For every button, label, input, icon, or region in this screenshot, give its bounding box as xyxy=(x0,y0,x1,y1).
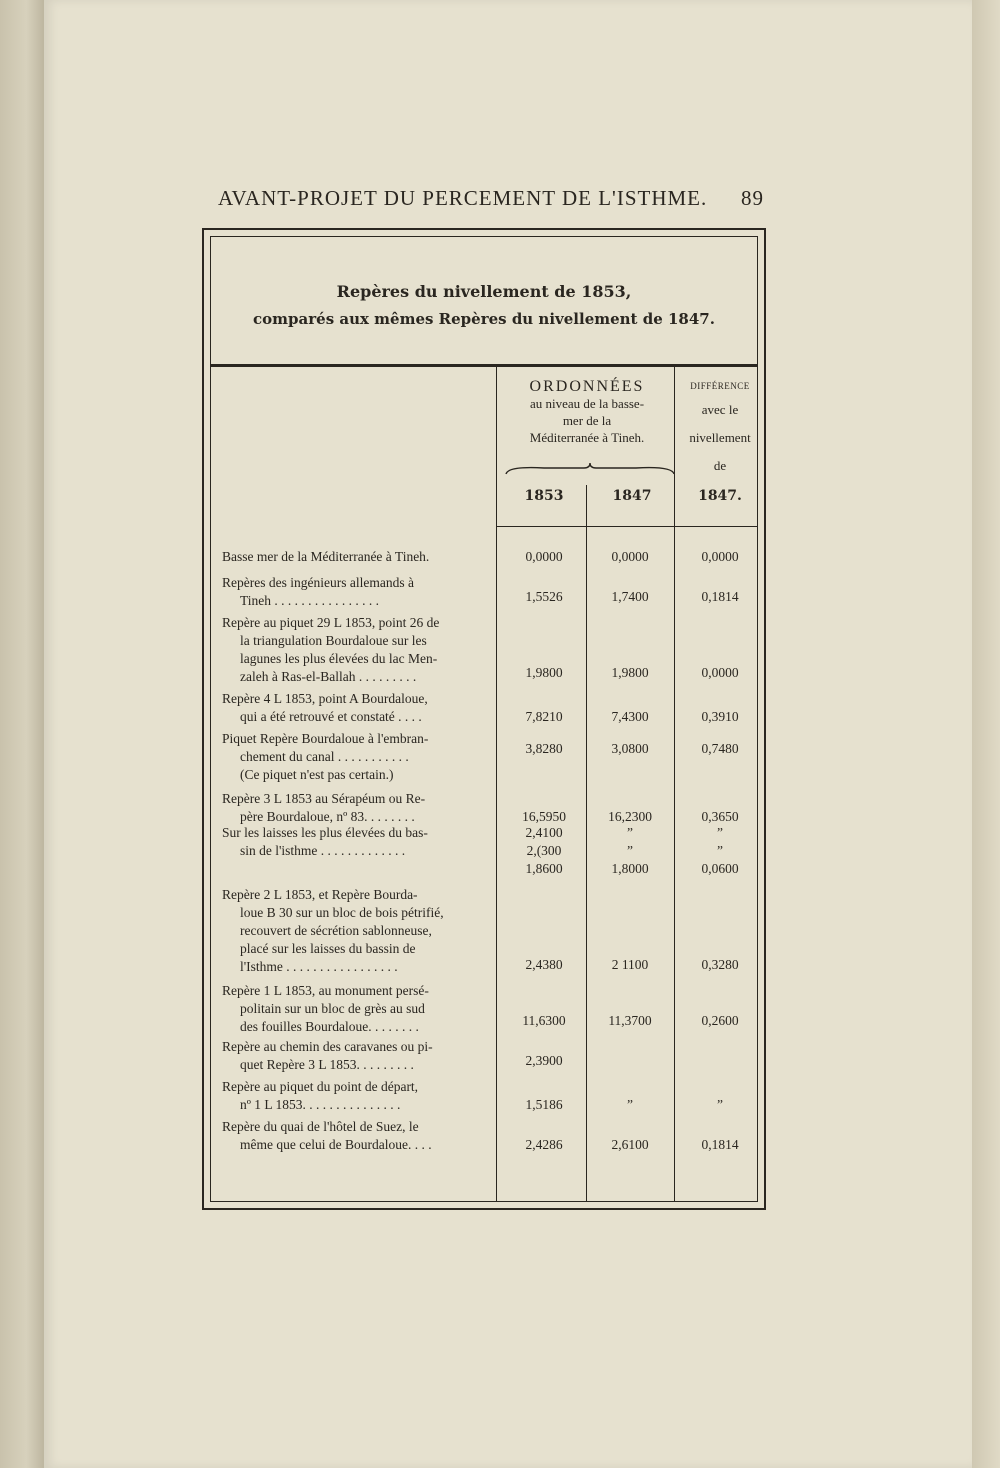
row-description-line: recouvert de sécrétion sablonneuse, xyxy=(240,923,432,938)
value-1853: 2,4286 xyxy=(525,1137,563,1152)
value-1847: 1,8000 xyxy=(611,861,649,876)
difference-heading: DIFFÉRENCE xyxy=(690,381,750,391)
value-difference: ” xyxy=(717,1097,723,1112)
row-description-line: lagunes les plus élevées du lac Men- xyxy=(240,651,438,666)
ordonnees-header xyxy=(500,378,674,446)
value-difference: ” xyxy=(717,825,723,840)
row-description-line: Repère au piquet du point de départ, xyxy=(222,1079,419,1094)
row-description-line: la triangulation Bourdaloue sur les xyxy=(240,633,427,648)
page-number: 89 xyxy=(741,186,764,210)
value-1847: 7,4300 xyxy=(611,709,649,724)
row-description-line: chement du canal . . . . . . . . . . . xyxy=(240,749,409,764)
row-description-line: loue B 30 sur un bloc de bois pétrifié, xyxy=(240,905,444,920)
value-difference: 0,3910 xyxy=(701,709,739,724)
row-description xyxy=(222,1038,504,1074)
value-difference: 0,3280 xyxy=(701,957,739,972)
row-description-line: Repère au chemin des caravanes ou pi- xyxy=(222,1039,433,1054)
difference-sub: de xyxy=(713,458,727,473)
difference-header xyxy=(678,376,762,480)
row-description-line: sin de l'isthme . . . . . . . . . . . . . xyxy=(240,843,406,858)
row-description xyxy=(222,730,504,784)
row-description-line: père Bourdaloue, nº 83. . . . . . . . xyxy=(240,809,415,824)
row-description-line: Repère du quai de l'hôtel de Suez, le xyxy=(222,1119,419,1134)
header-rule xyxy=(674,526,758,527)
value-1853: 1,9800 xyxy=(525,665,563,680)
row-description-line: Repères des ingénieurs allemands à xyxy=(222,575,414,590)
value-1853: 0,0000 xyxy=(525,549,563,564)
value-difference: 0,2600 xyxy=(701,1013,739,1028)
value-1853: 3,8280 xyxy=(525,741,563,756)
value-1847: 2,6100 xyxy=(611,1137,649,1152)
page-edge xyxy=(972,0,1000,1468)
brace xyxy=(504,462,676,476)
value-1853: 16,5950 xyxy=(522,809,566,824)
difference-sub: avec le xyxy=(701,402,739,417)
row-description-line: (Ce piquet n'est pas certain.) xyxy=(240,767,394,782)
value-difference: 0,1814 xyxy=(701,589,739,604)
row-description-line: Tineh . . . . . . . . . . . . . . . . xyxy=(240,593,380,608)
ordonnees-sub: au niveau de la basse- xyxy=(529,396,645,411)
header-rule xyxy=(496,526,674,527)
row-description-line: Repère 1 L 1853, au monument persé- xyxy=(222,983,429,998)
value-1847: 16,2300 xyxy=(608,809,652,824)
row-description-line: Sur les laisses les plus élevées du bas- xyxy=(222,825,428,840)
row-description xyxy=(222,548,504,566)
value-1853: 1,8600 xyxy=(525,861,563,876)
row-description xyxy=(222,982,504,1036)
row-description-line: Repère 2 L 1853, et Repère Bourda- xyxy=(222,887,418,902)
row-description-line: quet Repère 3 L 1853. . . . . . . . . xyxy=(240,1057,414,1072)
value-1847: 0,0000 xyxy=(611,549,649,564)
value-1847: 1,9800 xyxy=(611,665,649,680)
value-1853: 2,3900 xyxy=(525,1053,563,1068)
value-difference: 0,7480 xyxy=(701,741,739,756)
row-description xyxy=(222,690,504,726)
value-1847: ” xyxy=(627,843,633,858)
row-description xyxy=(222,614,504,686)
value-1847: 11,3700 xyxy=(608,1013,652,1028)
row-description-line: Repère 4 L 1853, point A Bourdaloue, xyxy=(222,691,428,706)
value-1853: 11,6300 xyxy=(522,1013,566,1028)
value-difference: 0,0000 xyxy=(701,665,739,680)
value-1847: ” xyxy=(627,825,633,840)
value-1853: 2,4100 xyxy=(525,825,563,840)
row-description-line: Repère au piquet 29 L 1853, point 26 de xyxy=(222,615,440,630)
col-diff-year: 1847. xyxy=(698,488,742,504)
value-1847: 3,0800 xyxy=(611,741,649,756)
value-difference: 0,3650 xyxy=(701,809,739,824)
ordonnees-sub: Méditerranée à Tineh. xyxy=(529,430,645,445)
row-description-line: des fouilles Bourdaloue. . . . . . . . xyxy=(240,1019,419,1034)
row-description-line: Basse mer de la Méditerranée à Tineh. xyxy=(222,549,430,564)
row-description-line: Piquet Repère Bourdaloue à l'embran- xyxy=(222,731,429,746)
value-1847: 2 1100 xyxy=(611,957,649,972)
row-description-line: même que celui de Bourdaloue. . . . xyxy=(240,1137,432,1152)
value-difference: ” xyxy=(717,843,723,858)
column-divider xyxy=(674,367,675,1202)
col-1847: 1847 xyxy=(612,488,652,504)
row-description-line: placé sur les laisses du bassin de xyxy=(240,941,416,956)
title-rule xyxy=(210,364,758,367)
row-description xyxy=(222,824,504,860)
row-description xyxy=(222,574,504,610)
row-description-line: Repère 3 L 1853 au Sérapéum ou Re- xyxy=(222,791,426,806)
row-description xyxy=(222,1078,504,1114)
value-1853: 7,8210 xyxy=(525,709,563,724)
running-header xyxy=(218,186,764,211)
value-1853: 1,5186 xyxy=(525,1097,563,1112)
row-description-line: l'Isthme . . . . . . . . . . . . . . . . . xyxy=(240,959,398,974)
col-1853: 1853 xyxy=(524,488,564,504)
value-1853: 2,4380 xyxy=(525,957,563,972)
ordonnees-sub: mer de la xyxy=(562,413,612,428)
column-divider xyxy=(586,485,587,1202)
row-description-line: nº 1 L 1853. . . . . . . . . . . . . . . xyxy=(240,1097,401,1112)
row-description-line: politain sur un bloc de grès au sud xyxy=(240,1001,425,1016)
row-description-line: qui a été retrouvé et constaté . . . . xyxy=(240,709,422,724)
table-subtitle: comparés aux mêmes Repères du nivellement de 1847. xyxy=(253,310,715,328)
value-1847: 1,7400 xyxy=(611,589,649,604)
row-description xyxy=(222,886,504,976)
value-difference: 0,0600 xyxy=(701,861,739,876)
row-description-line: zaleh à Ras-el-Ballah . . . . . . . . . xyxy=(240,669,417,684)
leveling-table xyxy=(202,228,766,1210)
row-description xyxy=(222,1118,504,1154)
column-divider xyxy=(496,367,497,1202)
value-difference: 0,1814 xyxy=(701,1137,739,1152)
row-description xyxy=(222,790,504,826)
value-1853: 1,5526 xyxy=(525,589,563,604)
book-spine xyxy=(0,0,44,1468)
ordonnees-heading: ORDONNÉES xyxy=(529,378,645,395)
table-title: Repères du nivellement de 1853, xyxy=(336,282,632,301)
value-difference: 0,0000 xyxy=(701,549,739,564)
difference-sub: nivellement xyxy=(689,430,751,445)
running-title: AVANT-PROJET DU PERCEMENT DE L'ISTHME. xyxy=(218,186,708,210)
value-1847: ” xyxy=(627,1097,633,1112)
value-1853: 2,(300 xyxy=(526,843,562,858)
